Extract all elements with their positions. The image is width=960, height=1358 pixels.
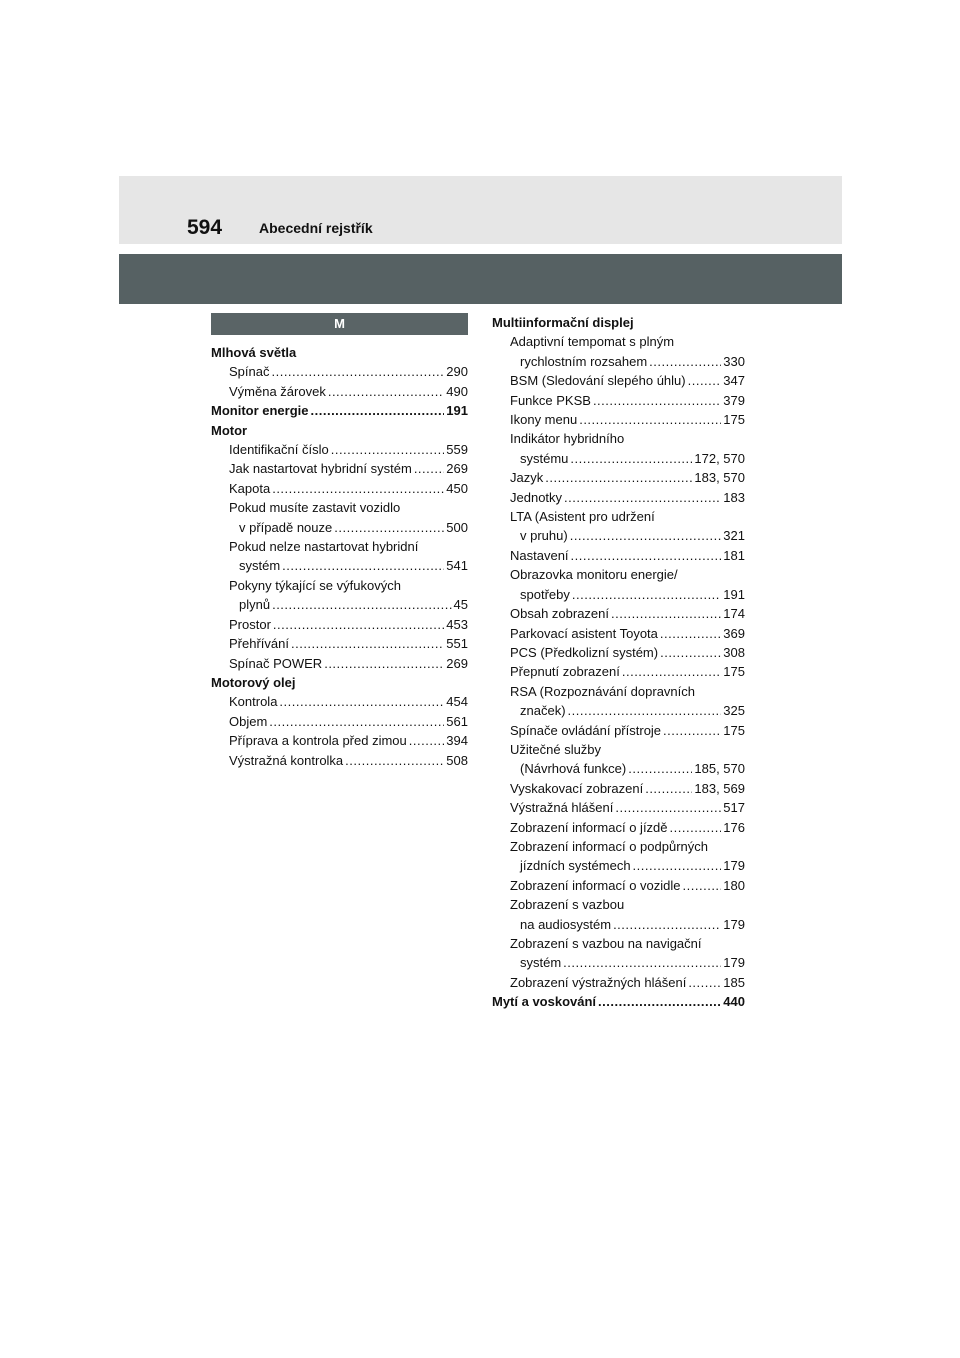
entry-label: BSM (Sledování slepého úhlu) [510,373,686,389]
index-entry [492,449,745,468]
index-entry [492,740,745,759]
dot-leader [633,856,722,875]
dot-leader [345,751,444,770]
entry-label: Obsah zobrazení [510,606,610,622]
entry-page-ref: 379 [723,392,745,408]
entry-page-ref: 440 [723,994,745,1010]
entry-page-ref: 185 [723,974,745,990]
entry-label: Indikátor hybridního [510,431,625,447]
entry-label: Funkce PKSB [510,392,591,408]
dot-leader [572,585,721,604]
entry-label: Zobrazení výstražných hlášení [510,974,687,990]
dot-leader [272,479,444,498]
entry-page-ref: 508 [446,752,468,768]
index-column-left [211,313,468,770]
entry-page-ref: 183, 570 [694,470,745,486]
entry-label: Přepnutí zobrazení [510,664,620,680]
section-title: Abecední rejstřík [259,220,373,236]
dot-leader [291,634,444,653]
letter-heading: M [211,313,468,335]
dot-leader [593,391,721,410]
dot-leader [579,410,721,429]
index-entries-right [492,313,745,1012]
index-entry [492,371,745,390]
entry-label: Multiinformační displej [492,315,634,330]
index-entry [211,343,468,362]
index-entry [211,382,468,401]
dot-leader [409,731,445,750]
entry-label: (Návrhová funkce) [520,761,627,777]
entry-page-ref: 175 [723,664,745,680]
dot-leader [615,798,721,817]
index-entry [211,595,468,614]
page-header [119,176,842,244]
entry-page-ref: 308 [723,644,745,660]
entry-page-ref: 394 [446,733,468,749]
index-entry [211,751,468,770]
entry-page-ref: 453 [446,616,468,632]
entry-label: Mytí a voskování [492,994,597,1010]
entry-page-ref: 179 [723,858,745,874]
index-entry [492,798,745,817]
dot-leader [663,721,721,740]
entry-page-ref: 183, 569 [694,780,745,796]
index-entry [211,459,468,478]
index-entry [211,634,468,653]
entry-label: na audiosystém [520,916,612,932]
entry-page-ref: 179 [723,955,745,971]
entry-page-ref: 174 [723,606,745,622]
index-entry [492,410,745,429]
index-entry [211,692,468,711]
entry-label: Motor [211,422,248,438]
entry-label: v pruhu) [520,528,568,544]
index-entry [211,576,468,595]
entry-label: Zobrazení s vazbou [510,897,625,913]
entry-label: Zobrazení informací o podpůrných [510,838,708,854]
entry-page-ref: 191 [723,586,745,602]
index-entry [492,313,745,332]
index-entry [211,615,468,634]
dot-leader [688,973,721,992]
index-entry [211,479,468,498]
index-entry [492,895,745,914]
entry-label: RSA (Rozpoznávání dopravních [510,683,695,699]
entry-label: systém [520,955,562,971]
dot-leader [611,604,721,623]
dot-leader [649,352,721,371]
entry-page-ref: 500 [446,519,468,535]
index-entry [211,731,468,750]
entry-page-ref: 180 [723,877,745,893]
dot-leader [628,759,692,778]
entry-page-ref: 450 [446,480,468,496]
index-entry [211,518,468,537]
dot-leader [311,401,445,420]
index-entry [492,779,745,798]
index-entry [492,721,745,740]
dot-leader [328,382,444,401]
index-entry [492,585,745,604]
dot-leader [269,712,444,731]
entry-label: systému [520,450,569,466]
entry-label: Zobrazení informací o vozidle [510,877,681,893]
dot-leader [670,818,722,837]
dot-leader [545,468,692,487]
dot-leader [645,779,692,798]
dot-leader [622,662,721,681]
entry-label: Výměna žárovek [229,383,326,399]
entry-label: v případě nouze [239,519,333,535]
dot-leader [568,701,722,720]
entry-label: Motorový olej [211,674,296,690]
entry-page-ref: 175 [723,722,745,738]
index-entry [211,440,468,459]
entry-label: Prostor [229,616,271,632]
entry-label: systém [239,558,281,574]
entry-label: Jednotky [510,489,563,505]
index-entry [211,401,468,420]
index-entry [492,604,745,623]
index-entry [492,546,745,565]
index-entry [492,759,745,778]
page-number: 594 [187,216,223,239]
index-entry [492,352,745,371]
dot-leader [660,643,721,662]
entry-label: PCS (Předkolizní systém) [510,644,659,660]
entry-label: Příprava a kontrola před zimou [229,733,407,749]
index-entry [492,332,745,351]
entry-page-ref: 269 [446,461,468,477]
entry-label: Kapota [229,480,271,496]
entry-label: Spínače ovládání přístroje [510,722,662,738]
entry-label: Kontrola [229,694,278,710]
index-entry [211,362,468,381]
entry-page-ref: 172, 570 [694,450,745,466]
header-band [119,254,842,304]
entry-label: Výstražná kontrolka [229,752,344,768]
entry-page-ref: 561 [446,713,468,729]
entry-page-ref: 183 [723,489,745,505]
index-entry [492,682,745,701]
dot-leader [613,915,721,934]
entry-page-ref: 175 [723,412,745,428]
index-entry [211,556,468,575]
entry-page-ref: 325 [723,703,745,719]
entry-page-ref: 269 [446,655,468,671]
dot-leader [688,371,722,390]
index-entry [492,391,745,410]
entry-label: Objem [229,713,268,729]
dot-leader [570,449,692,468]
index-entry [492,565,745,584]
dot-leader [598,992,721,1011]
index-entry [211,712,468,731]
index-entry [492,624,745,643]
entry-page-ref: 517 [723,800,745,816]
entry-label: značek) [520,703,566,719]
index-entry [492,488,745,507]
entry-page-ref: 541 [446,558,468,574]
entry-label: jízdních systémech [520,858,631,874]
entry-label: Parkovací asistent Toyota [510,625,658,641]
entry-label: Vyskakovací zobrazení [510,780,644,796]
entry-page-ref: 179 [723,916,745,932]
entry-page-ref: 321 [723,528,745,544]
entry-page-ref: 45 [453,597,468,613]
index-entry [492,915,745,934]
dot-leader [571,546,722,565]
entry-label: spotřeby [520,586,570,602]
entry-page-ref: 490 [446,383,468,399]
entry-page-ref: 181 [723,547,745,563]
index-entry [211,421,468,440]
dot-leader [660,624,721,643]
entry-label: Ikony menu [510,412,578,428]
dot-leader [334,518,444,537]
entry-page-ref: 176 [723,819,745,835]
dot-leader [279,692,444,711]
entry-page-ref: 551 [446,636,468,652]
entry-label: Výstražná hlášení [510,800,614,816]
index-entry [492,643,745,662]
index-entry [492,662,745,681]
index-entry [492,701,745,720]
index-entries-left [211,343,468,770]
entry-label: Pokud musíte zastavit vozidlo [229,500,401,516]
dot-leader [570,526,722,545]
entry-label: Identifikační číslo [229,442,329,458]
entry-page-ref: 185, 570 [694,761,745,777]
dot-leader [683,876,722,895]
entry-label: plynů [239,597,271,613]
entry-page-ref: 290 [446,364,468,380]
index-entry [492,468,745,487]
entry-label: Pokud nelze nastartovat hybridní [229,539,419,555]
index-entry [492,856,745,875]
entry-label: Jazyk [510,470,544,486]
entry-page-ref: 330 [723,353,745,369]
dot-leader [331,440,445,459]
entry-page-ref: 191 [446,403,468,419]
index-entry [211,654,468,673]
index-entry [492,818,745,837]
index-column-right [492,313,745,1012]
entry-page-ref: 454 [446,694,468,710]
dot-leader [282,556,444,575]
index-entry [492,429,745,448]
dot-leader [273,615,444,634]
entry-label: rychlostním rozsahem [520,353,648,369]
entry-label: Pokyny týkající se výfukových [229,577,401,593]
entry-label: Užitečné služby [510,741,602,757]
dot-leader [563,953,721,972]
entry-label: Adaptivní tempomat s plným [510,334,675,350]
entry-label: Spínač POWER [229,655,323,671]
index-entry [211,673,468,692]
index-entry [492,953,745,972]
index-entry [492,992,745,1011]
entry-label: LTA (Asistent pro udržení [510,509,655,525]
entry-label: Obrazovka monitoru energie/ [510,567,678,583]
entry-page-ref: 559 [446,442,468,458]
index-entry [211,498,468,517]
entry-page-ref: 347 [723,373,745,389]
entry-label: Monitor energie [211,403,309,419]
dot-leader [414,459,444,478]
dot-leader [272,595,451,614]
index-entry [492,526,745,545]
entry-label: Zobrazení s vazbou na navigační [510,936,702,951]
entry-label: Nastavení [510,547,569,563]
dot-leader [564,488,721,507]
entry-label: Mlhová světla [211,345,297,360]
dot-leader [324,654,444,673]
entry-label: Přehřívání [229,636,289,652]
entry-page-ref: 369 [723,625,745,641]
entry-label: Jak nastartovat hybridní systém [229,461,412,477]
entry-label: Zobrazení informací o jízdě [510,819,668,835]
index-entry [492,837,745,856]
index-entry [211,537,468,556]
entry-label: Spínač [229,364,270,380]
index-entry [492,876,745,895]
dot-leader [271,362,444,381]
index-entry [492,973,745,992]
index-entry [492,507,745,526]
index-entry [492,934,745,953]
